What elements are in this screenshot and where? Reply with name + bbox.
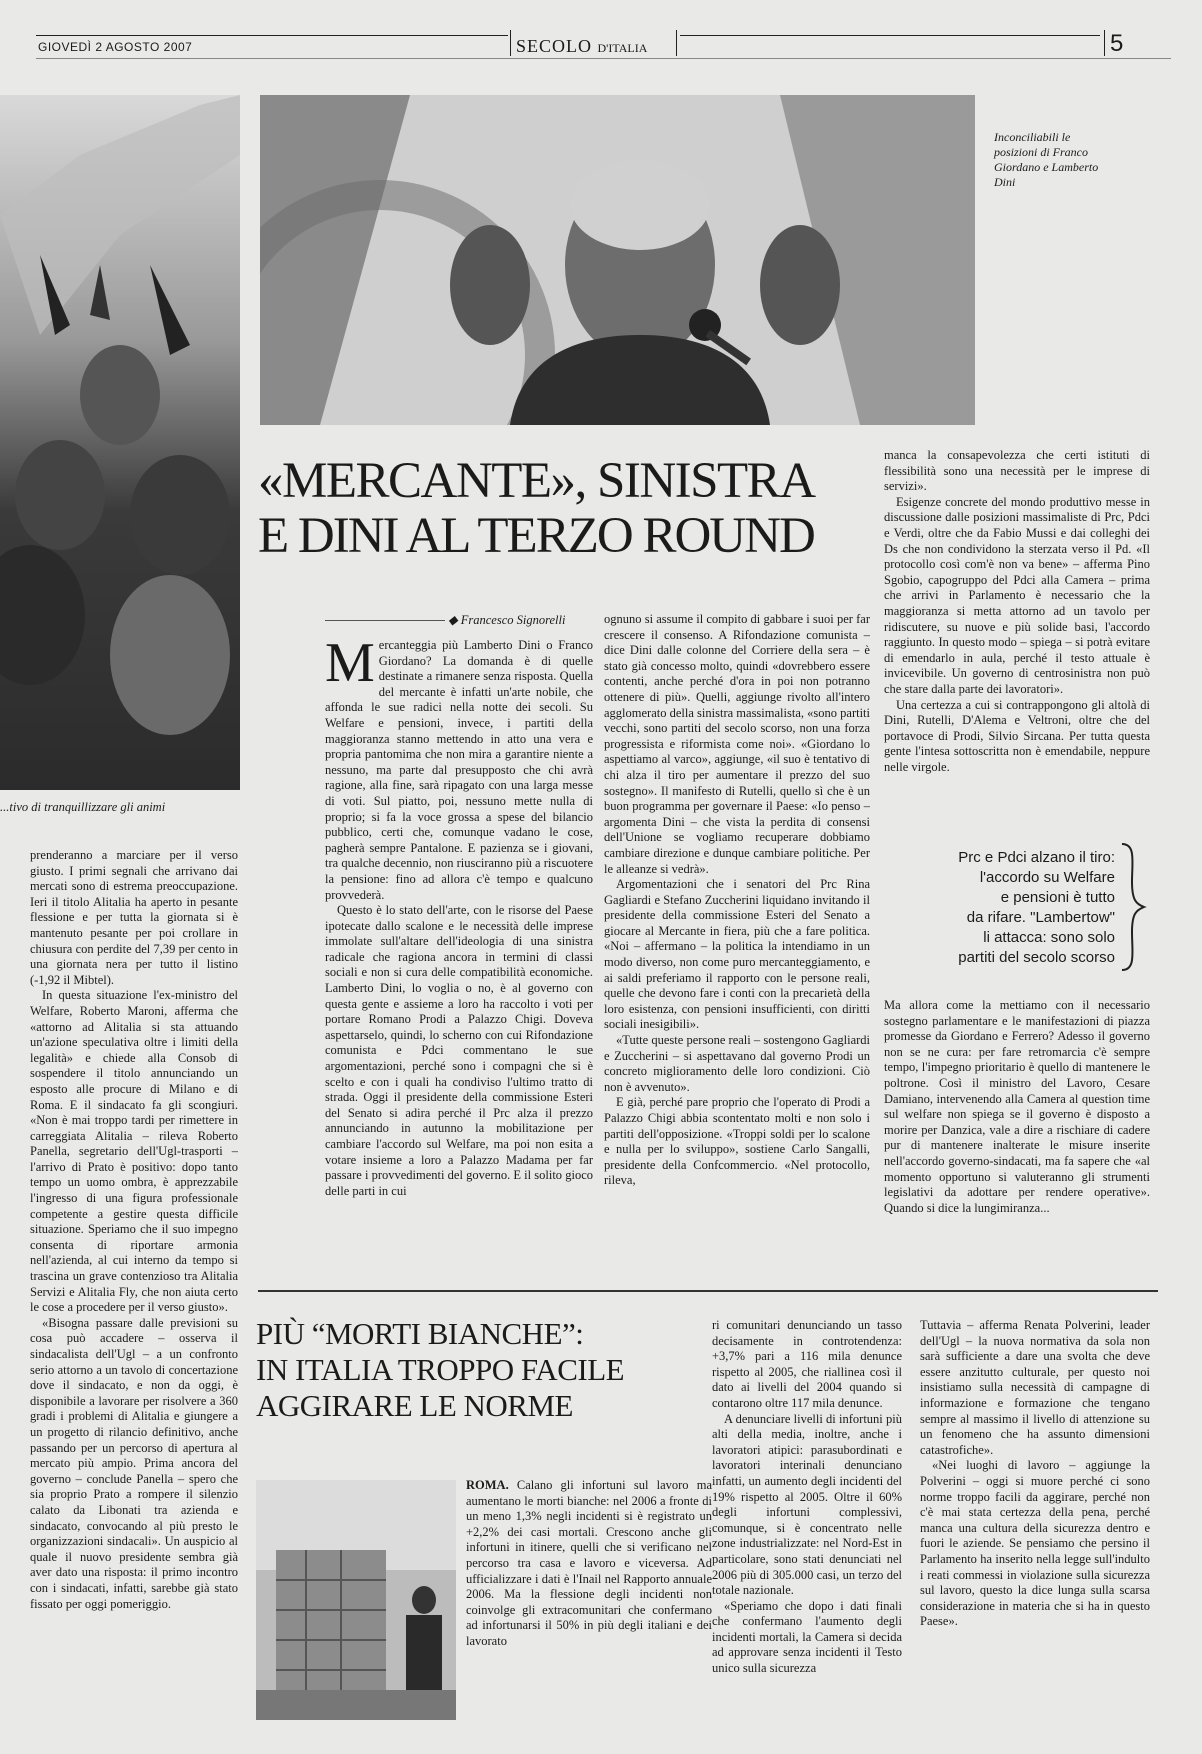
pull-quote-line: e pensioni è tutto	[1000, 889, 1115, 906]
bottom-col2-p3: «Speriamo che dopo i dati finali che confermano l'aumento degli incidenti mortali, la Camera si decida ad approvare senza incidenti il Testo unico sulla sicurezza	[712, 1598, 902, 1676]
main-col3b-p1: Ma allora come la mettiamo con il necessario sostegno parlamentare e le manifestazioni di piazza promesse da Giordano e Ferrero? Adesso il governo non se ne cura: per fare retromarcia c'è sempre tempo, l'impegno prioritario è quello di mantenere le poltrone. Così il ministro del Lavoro, Cesare Damiano, intervenendo alla Camera al question time sul welfare non spiega se il governo è disposto a morire per Danzica, vale a dire a rischiare di cadere pur di mantenere inalterate le misure inserite nell'accordo governo-sindacati, ma fa sapere che «al momento opportuno si valuteranno gli strumenti legislativi da adottare per rendere operative». Quando si dice la lungimiranza...	[884, 998, 1150, 1215]
crowd-photo-icon	[0, 95, 240, 790]
left-article-p2: In questa situazione l'ex-ministro del Welfare, Roberto Maroni, afferma che «attorno ad Alitalia si sta attuando un'azione speculativa oltre i limiti della legalità» e chiede alla Consob di sospendere il titolo annunciando un esposto alle procure di Milano e di Roma. E il sindacato fa gli scongiuri. «Non è mai troppo tardi per rimettere in carreggiata Alitalia – rileva Roberto Panella, segretario dell'Ugl-trasporti – l'arrivo di Prato è positivo: dopo tanto tempo un uomo ombra, è apprezzabile l'ingresso di una figura professionale competente a gestire questa difficile situazione. Speriamo che il suo impegno consenta di riportare armonia nell'azienda, al cui interno da tempo si trascina un grave contenzioso tra Alitalia Servizi e Alitalia Fly, che non aiuta certo le cose a procedere per il verso giusto».	[30, 988, 238, 1315]
bottom-headline-line2: IN ITALIA TROPPO FACILE	[256, 1352, 625, 1387]
left-photo	[0, 95, 240, 790]
header-rule-right	[680, 35, 1100, 36]
dropcap: M	[325, 638, 375, 694]
masthead-suffix: D'ITALIA	[597, 41, 648, 55]
main-col2-p2: Argomentazioni che i senatori del Prc Rina Gagliardi e Stefano Zuccherini liquidano invitando il presidente della commissione Esteri del Senato a giocare al Mercante in fiera, più che a fare politica. «Noi – affermano – la politica la intendiamo in un modo diverso, non come puro mercanteggiamento, e ai saldi preferiamo il rapporto con le persone reali, quelle che devono fare i conti con la precarietà della loro esistenza, con pensioni insufficienti, con diritti sociali inesigibili».	[604, 877, 870, 1032]
issue-date: GIOVEDÌ 2 AGOSTO 2007	[38, 40, 193, 54]
section-separator	[258, 1290, 1158, 1292]
main-headline-line2: E DINI AL TERZO ROUND	[258, 508, 814, 564]
speaker-photo-icon	[260, 95, 975, 425]
main-article-column-2	[604, 612, 870, 1260]
byline-author: Francesco Signorelli	[460, 613, 566, 627]
main-col3-p2: Esigenze concrete del mondo produttivo messe in discussione dalle posizioni massimaliste di Prc, Pdci e Verdi, oltre che da Fabio Mussi e dai colleghi dei Ds che non condividono la sterzata verso il Pd. «Il protocollo così com'è non va bene» – afferma Pino Sgobio, capogruppo del Pdci alla Camera – prima che arrivi in Parlamento è necessario che la maggioranza si metta attorno ad un tavolo per ridiscutere, su nuove e più solide basi, l'accordo raggiunto. In questo modo – spiega – si potrà evitare di emendarlo in aula, perché il testo attuale è invicevibile. Un governo di centrosinistra non può che stare dalla parte dei lavoratori».	[884, 494, 1150, 696]
main-photo	[260, 95, 975, 425]
masthead-name: SECOLO	[516, 36, 593, 56]
page-number: 5	[1110, 30, 1124, 57]
main-col2-p4: E già, perché pare proprio che l'operato di Prodi a Palazzo Chigi abbia scontentato molti e non solo i partiti dell'opposizione. «Troppi soldi per lo scalone e nulla per lo sviluppo», sostiene Carlo Sangalli, presidente della Confcommercio. «Nel protocollo, rileva,	[604, 1095, 870, 1188]
left-article-column	[30, 848, 238, 1723]
main-col1-p2: Questo è lo stato dell'arte, con le risorse del Paese ipotecate dallo scalone e le necessità delle imprese immolate sull'altare dell'ideologia di una sinistra radicale che ragiona ancora in termini di classi sociali e non si cura delle compatibilità economiche. Lamberto Dini, lo voglia o no, è al governo con questa gente e assieme a loro ha raccolto i voti per portare Romano Prodi a Palazzo Chigi. Doveva aspettarselo, quindi, lo scherno con cui Rifondazione comunista e Pdci commentano le sue argomentazioni, perché sono i compagni che si è scelto e con i quali ha condiviso l'ultimo tratto di strada. Oggi il presidente della commissione Esteri del Senato si adira perché il Prc alza il prezzo annunciando in autunno la mobilitazione per cambiare l'accordo sul Welfare, ma poi non esita a votare insieme a loro a Palazzo Madama per far passare i provvedimenti del governo. E il solito gioco delle parti in cui	[325, 903, 593, 1198]
main-article-column-3b	[884, 998, 1150, 1260]
byline	[448, 612, 565, 628]
pull-quote-line: da rifare. "Lambertow"	[966, 909, 1115, 926]
pull-quote	[905, 848, 1115, 968]
main-col3-p3: Una certezza a cui si contrappongono gli altolà di Dini, Rutelli, D'Alema e Veltroni, oltre che del portavoce di Prodi, Silvio Sircana. Per tutta questa gente l'intesa sottoscritta non è emendabile, neppure nelle virgole.	[884, 697, 1150, 774]
bottom-col1-text: Calano gli infortuni sul lavoro ma aumentano le morti bianche: nel 2006 a fronte di un meno 1,3% negli incidenti si è registrato un +2,2% dei casi mortali. Crescono anche gli infortuni in itinere, quelli che si verificano nel percorso tra casa e lavoro e viceversa. Ad ufficializzare i dati è l'Inail nel Rapporto annuale 2006. Ma la flessione degli incidenti non coinvolge gli extracomunitari che confermano ad infortunarsi il 50% in più degli italiani e dei lavorato	[466, 1478, 712, 1648]
masthead	[516, 36, 647, 57]
main-col2-p3: «Tutte queste persone reali – sostengono Gagliardi e Zuccherini – si aspettavano dal governo Prodi un concreto miglioramento delle loro condizioni. Ciò non è avvenuto».	[604, 1033, 870, 1094]
header-rule-bottom	[36, 58, 1171, 59]
main-col2-p1: ognuno si assume il compito di gabbare i suoi per far crescere il consenso. A Rifondazione comunista – dice Dini dalle colonne del Corriere della sera – è stato già concesso molto, quindi «dovrebbero essere contenti, anche perché d'ora in poi non potranno ottenere di più». Quelli, aggiunge rivolto all'intero agglomerato della sinistra massimalista, «sono partiti vecchi, sono partiti del secolo scorso, non una forza progressista e riformista come noi». «Giordano lo aspettiamo al varco», aggiunge, «il suo è tentativo di chi alza il tiro per aumentare il prezzo del suo sostegno». Il manifesto di Rutelli, quello sì che è un buon programma per governare il Paese: «Io penso – argomenta Dini – che vista la perdita di consensi dell'Unione se vogliamo recuperare dobbiamo cambiare direzione e dunque cambiare politiche. Per le alleanze si vedrà».	[604, 612, 870, 876]
bottom-col3-p2: «Nei luoghi di lavoro – aggiunge la Polverini – oggi si muore perché ci sono norme troppo facili da aggirare, perché non c'è mai stata certezza della pena, perché manca una cultura della sicurezza dentro e fuori le aziende. Se pensiamo che persino il Parlamento ha inserito nella legge sull'indulto i reati commessi in violazione sulla sicurezza sul lavoro, questo la dice lunga sulla scarsa considerazione in materia che si ha in questo Paese».	[920, 1458, 1150, 1629]
byline-rule	[325, 620, 445, 621]
bottom-col2-p2: A denunciare livelli di infortuni più alti della media, inoltre, anche i lavoratori atipici: parasubordinati e lavoratori interinali denunciano infatti, un aumento degli incidenti del 19% rispetto al 2005. Oltre il 60% degli infortuni complessivi, comunque, si è concentrato nelle zone industrializzate: nel Nord-Est in particolare, sono stati denunciati nel 2006 più di 305.000 casi, un terzo del totale nazionale.	[712, 1411, 902, 1598]
pull-quote-brace-icon	[1118, 842, 1148, 972]
bottom-article-column-1	[466, 1478, 712, 1723]
bottom-headline-line1: PIÙ “MORTI BIANCHE”:	[256, 1316, 584, 1351]
bottom-headline-line3: AGGIRARE LE NORME	[256, 1388, 573, 1423]
header-divider-1	[510, 30, 511, 56]
bottom-article-column-3	[920, 1318, 1150, 1723]
main-article-column-3	[884, 448, 1150, 828]
bottom-col2-p1: ri comunitari denunciando un tasso decisamente in controtendenza: +3,7% pari a 116 mila denunce rispetto al 2005, che riallinea così il dato ai livelli del 2004 quando si contarono oltre 117 mila denunce.	[712, 1318, 902, 1410]
pull-quote-line: li attacca: sono solo	[983, 929, 1115, 946]
bottom-headline	[256, 1316, 624, 1424]
left-article-p1: prenderanno a marciare per il verso giusto. I primi segnali che arrivano dai mercati sono di estrema preoccupazione. Ieri il titolo Alitalia ha aperto in pesante flessione e per tutta la giornata si è mantenuto pesante per poi crollare in chiusura con perdite del 7,39 per cento in una giornata nera per tutto il listino (-1,92 il Mibtel).	[30, 848, 238, 987]
pull-quote-line: partiti del secolo scorso	[958, 949, 1115, 966]
construction-photo-icon	[256, 1480, 456, 1720]
left-photo-caption: ...tivo di tranquillizzare gli animi	[0, 800, 166, 814]
main-photo-caption: Inconciliabili le posizioni di Franco Giordano e Lamberto Dini	[994, 130, 1099, 189]
left-article-p3: «Bisogna passare dalle previsioni su cosa può accadere – osserva il sindacalista dell'Ugl – a un confronto serio attorno a un tavolo di concertazione dove il sindacato, e non da oggi, è disponibile a lavorare per risolvere a 360 gradi i problemi di Alitalia e giungere a un progetto di rilancio definitivo, anche passando per un percorso di apertura al mercato più ampio. Prima ancora del governo – conclude Panella – spero che sia proprio Prato a rompere il silenzio calato da Libonati tra azienda e sindacato, convocando al più presto le organizzazioni sindacali». Un auspicio al quale il nuovo presidente sembra già aver dato una risposta: il primo incontro con i sindacati, infatti, sarebbe già stato fissato per oggi pomeriggio.	[30, 1315, 238, 1611]
main-col3-p1: manca la consapevolezza che certi istituti di flessibilità sono una necessità per le imprese di servizi».	[884, 448, 1150, 494]
header-divider-3	[1104, 30, 1105, 56]
bottom-article-column-2	[712, 1318, 902, 1723]
byline-diamond-icon: ◆	[448, 613, 461, 627]
main-headline-line1: «MERCANTE», SINISTRA	[258, 453, 815, 509]
dateline: ROMA.	[466, 1478, 509, 1492]
main-article-column-1	[325, 638, 593, 1260]
bottom-col3-p1: Tuttavia – afferma Renata Polverini, leader dell'Ugl – la nuova normativa da sola non sarà sufficiente a dare una svolta che deve essere anzitutto culturale, per questo noi insistiamo sulla necessità di campagne di informazione e formazione che tengano sempre al massimo il livello di attenzione su un fenomeno che ha assunto dimensioni catastrofiche».	[920, 1318, 1150, 1457]
bottom-photo	[256, 1480, 456, 1720]
main-col1-p1: ercanteggia più Lamberto Dini o Franco Giordano? La domanda è di quelle destinate a rimanere senza risposta. Quella del mercante è infatti un'arte nobile, che affonda le sue radici nella notte dei secoli. Su Welfare e pensioni, invece, i partiti della maggioranza stanno mettendo in atto una vera e propria pantomima che non mira a garantire niente a nessuno, ma parte dal presupposto che chi avrà ragione, alla fine, sarà ripagato con una larga messe di voti. Sul piatto, poi, nessuno mette nulla di proprio; si fa la voce grossa a spese del bilancio pubblico, certi che, comunque vadano le cose, pagherà sempre Pantalone. E pazienza se i giovani, tra qualche decennio, non riusciranno più a riscuotere la pensione: fino ad allora c'è tempo e qualcuno provvederà.	[325, 638, 593, 902]
pull-quote-line: Prc e Pdci alzano il tiro:	[958, 849, 1115, 866]
header-rule-left	[36, 35, 508, 36]
pull-quote-line: l'accordo su Welfare	[979, 869, 1115, 886]
header-divider-2	[676, 30, 677, 56]
